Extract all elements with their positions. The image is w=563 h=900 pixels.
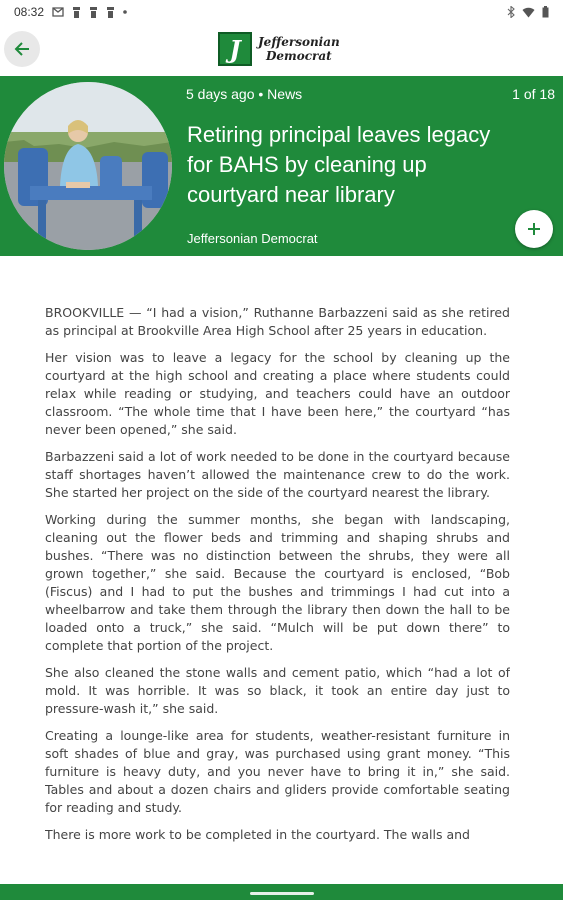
more-notifications-dot-icon <box>123 10 127 14</box>
article-meta: 5 days ago • News <box>186 86 303 102</box>
article-paragraph: Barbazzeni said a lot of work needed to be done in the courtyard because staff shortages haven’t allowed the maintenance crew to do the work. She started her project on the side of the courtyard nearest the library. <box>45 449 510 500</box>
article-paragraph: There is more work to be completed in the courtyard. The walls and <box>45 827 470 842</box>
notification-icon-1 <box>72 7 81 18</box>
add-button[interactable] <box>515 210 553 248</box>
battery-icon <box>542 6 549 18</box>
notification-icon-3 <box>106 7 115 18</box>
app-bar <box>0 24 563 76</box>
logo-mark: J <box>218 32 252 66</box>
status-bar <box>0 0 563 24</box>
article-paragraph: Creating a lounge-like area for students, weather-resistant furniture in soft shades of blue and gray, was purchased using grant money. “This furniture is heavy duty, and you never have to bring it in,” she said. Tables and about a dozen chairs and gliders provide comfortable seating for reading and study. <box>45 728 510 815</box>
logo-line-2: Democrat <box>266 49 332 63</box>
gesture-handle[interactable] <box>250 892 314 895</box>
article-paragraph: Working during the summer months, she began with landscaping, cleaning out the flower beds and trimming and shaping shrubs and bushes. “There was no distinction between the shrubs, they were all grown together,” she said. Because the courtyard is enclosed, “Bob (Fiscus) and I had to put the bushes and trimmings I had cut into a wheelbarrow and take them through the library then down the hall to be loaded onto a truck,” she said. “Mulch will be put down there” to complete that portion of the project. <box>45 512 510 653</box>
status-right <box>507 6 549 18</box>
article-source: Jeffersonian Democrat <box>187 231 318 246</box>
article-paragraph: She also cleaned the stone walls and cement patio, which “had a lot of mold. It was horrible. It was so black, it took an entire day just to pressure-wash it,” she said. <box>45 665 510 716</box>
status-left <box>14 5 127 19</box>
plus-icon <box>527 222 541 236</box>
logo-line-1: Jeffersonian <box>258 35 340 49</box>
article-title: Retiring principal leaves legacy for BAHS by cleaning up courtyard near library <box>187 122 491 207</box>
publication-logo <box>218 32 340 66</box>
notification-icon-2 <box>89 7 98 18</box>
arrow-back-icon <box>14 41 30 57</box>
status-time: 08:32 <box>14 5 45 19</box>
article-photo[interactable] <box>4 82 172 250</box>
logo-wordmark <box>258 35 340 63</box>
back-button[interactable] <box>4 31 40 67</box>
article-position: 1 of 18 <box>512 86 555 102</box>
article-hero <box>0 76 563 256</box>
wifi-icon <box>522 7 535 18</box>
navigation-bar <box>0 884 563 900</box>
article-body <box>45 304 510 884</box>
article-paragraph: BROOKVILLE — “I had a vision,” Ruthanne Barbazzeni said as she retired as principal at Brookville Area High School after 25 years in education. <box>45 305 510 338</box>
bluetooth-icon <box>507 6 515 18</box>
gmail-icon <box>52 7 64 17</box>
article-paragraph: Her vision was to leave a legacy for the school by cleaning up the courtyard at the high school and creating a place where students could relax while reading or studying, and teachers could have an outdoor classroom. “The whole time that I have been here,” the courtyard “has never been opened,” she said. <box>45 350 510 437</box>
